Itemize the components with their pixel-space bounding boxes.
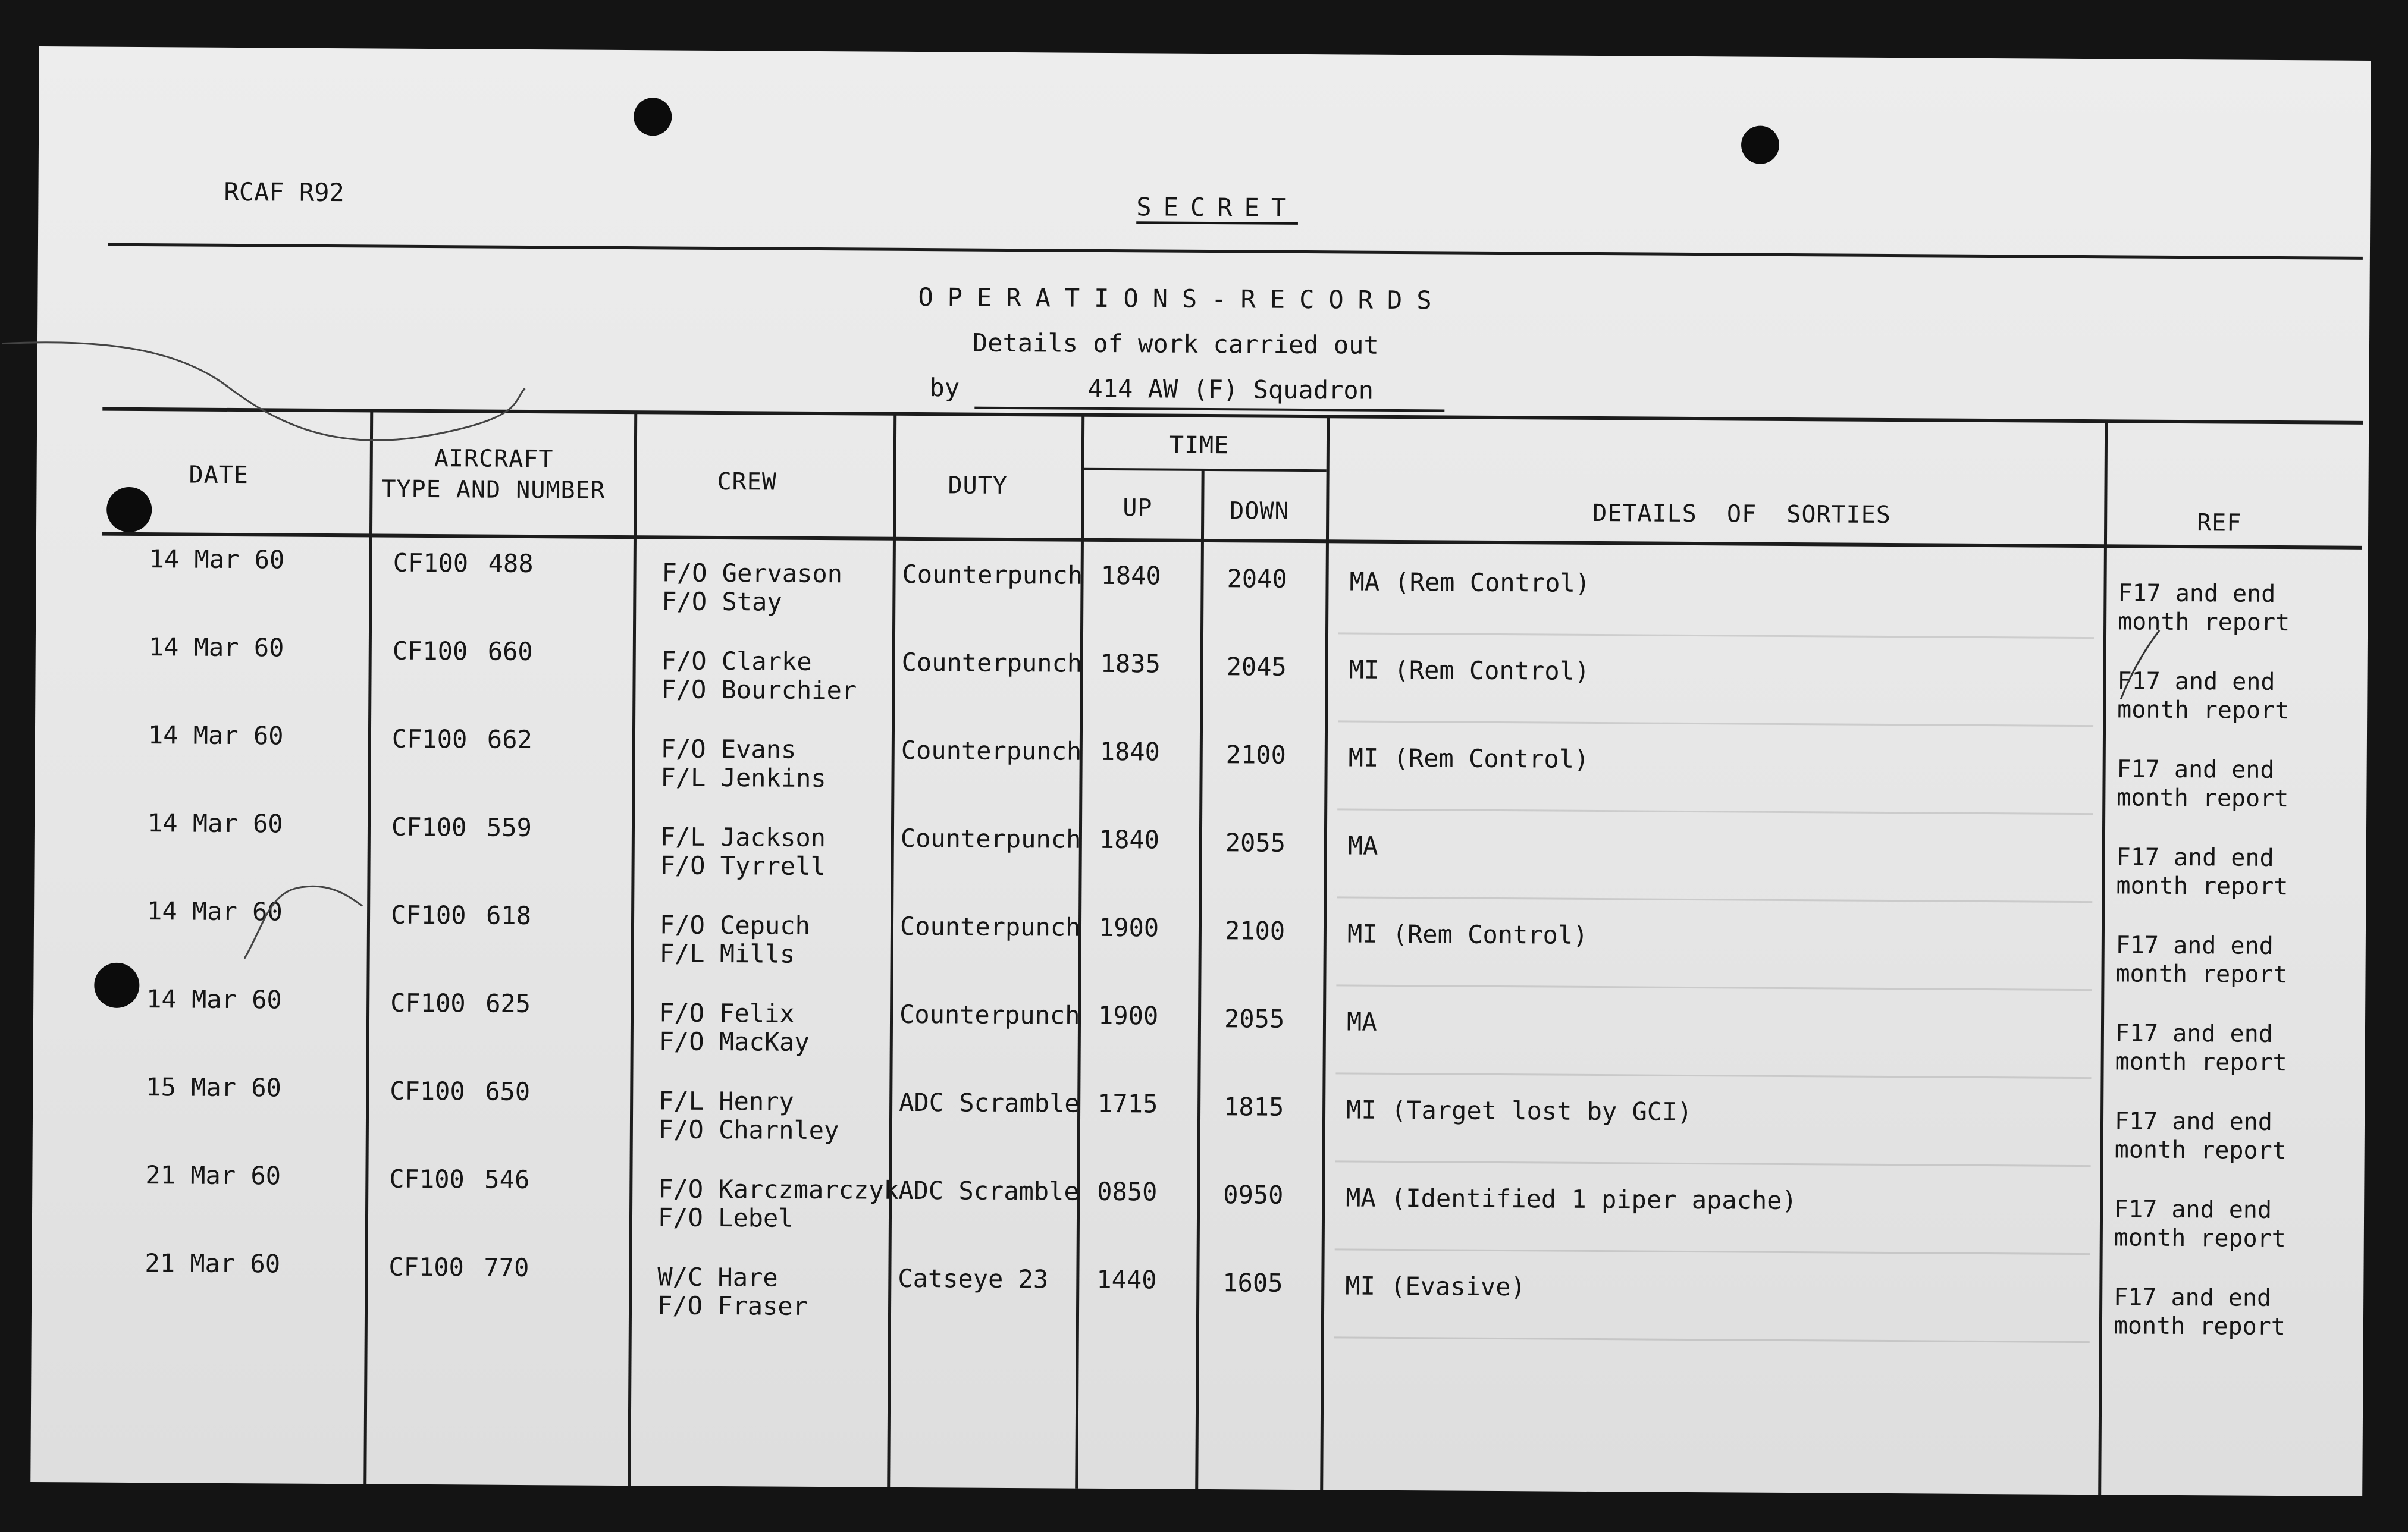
- row-ref: F17 and end month report: [2114, 1107, 2287, 1165]
- sortie-row: [32, 1248, 2364, 1350]
- row-date: 14 Mar 60: [148, 632, 284, 663]
- header-up: UP: [1123, 494, 1153, 522]
- row-time-down: 0950: [1223, 1180, 1284, 1210]
- row-faint-rule: [1336, 984, 2092, 991]
- classification-label: SECRET: [1136, 192, 1299, 222]
- row-sortie-details: MA (Rem Control): [1349, 567, 1591, 598]
- pen-stroke-top: [1, 332, 537, 454]
- document-subtitle: Details of work carried out: [972, 328, 1379, 360]
- row-crew-secondary: F/L Mills: [659, 938, 795, 969]
- row-aircraft-type: CF100: [389, 1164, 465, 1194]
- row-duty: Counterpunch: [902, 559, 1083, 590]
- row-time-up: 1715: [1098, 1088, 1158, 1119]
- row-time-down: 2040: [1227, 564, 1287, 594]
- row-time-down: 1605: [1222, 1268, 1283, 1298]
- row-time-up: 1900: [1098, 912, 1159, 943]
- header-time: TIME: [1169, 431, 1230, 460]
- header-date: DATE: [189, 461, 249, 489]
- pen-tick-ref: [2117, 630, 2165, 701]
- row-crew-primary: F/O Cepuch: [659, 910, 811, 940]
- row-time-up: 1900: [1098, 1000, 1159, 1031]
- row-ref: F17 and end month report: [2115, 1019, 2287, 1077]
- row-faint-rule: [1338, 720, 2093, 727]
- row-date: 21 Mar 60: [145, 1248, 281, 1279]
- row-time-up: 1440: [1096, 1264, 1157, 1295]
- row-crew-secondary: F/O Stay: [661, 586, 782, 617]
- header-ref: REF: [2197, 509, 2242, 537]
- row-sortie-details: MA (Identified 1 piper apache): [1346, 1183, 1797, 1216]
- row-crew-primary: F/O Clarke: [661, 646, 812, 676]
- row-ref: F17 and end month report: [2118, 579, 2290, 637]
- row-aircraft-type: CF100: [391, 812, 467, 842]
- row-time-up: 1840: [1099, 824, 1160, 855]
- row-aircraft-number: 662: [487, 724, 532, 755]
- squadron-name: 414 AW (F) Squadron: [1087, 373, 1374, 405]
- row-aircraft-number: 559: [486, 812, 532, 843]
- row-time-down: 2055: [1224, 1004, 1285, 1034]
- row-time-up: 0850: [1097, 1176, 1158, 1207]
- header-crew: CREW: [717, 467, 777, 496]
- row-faint-rule: [1335, 1072, 2091, 1079]
- row-ref: F17 and end month report: [2115, 931, 2288, 989]
- row-sortie-details: MA: [1346, 1007, 1377, 1037]
- row-faint-rule: [1335, 1248, 2090, 1255]
- row-date: 14 Mar 60: [146, 896, 283, 927]
- row-duty: Counterpunch: [899, 999, 1080, 1030]
- row-time-down: 2055: [1225, 828, 1286, 858]
- row-aircraft-number: 546: [484, 1164, 530, 1195]
- row-duty: Counterpunch: [899, 911, 1081, 942]
- row-crew-primary: W/C Hare: [657, 1262, 778, 1292]
- row-duty: Counterpunch: [900, 823, 1081, 854]
- punch-hole-left-upper: [106, 487, 152, 532]
- row-aircraft-number: 618: [485, 900, 532, 931]
- row-aircraft-number: 650: [485, 1076, 531, 1107]
- row-aircraft-number: 770: [484, 1252, 529, 1283]
- document-title: OPERATIONS-RECORDS: [918, 282, 1446, 315]
- sortie-row: [33, 896, 2366, 998]
- punch-hole-top-left: [634, 98, 672, 136]
- row-time-up: 1840: [1100, 560, 1161, 591]
- row-aircraft-number: 625: [485, 988, 531, 1019]
- row-aircraft-type: CF100: [388, 1252, 465, 1282]
- row-duty: ADC Scramble: [898, 1175, 1079, 1206]
- row-sortie-details: MA: [1347, 831, 1378, 861]
- header-rule: [108, 243, 2363, 260]
- row-date: 14 Mar 60: [147, 808, 283, 839]
- row-duty: ADC Scramble: [899, 1087, 1080, 1118]
- row-time-down: 1815: [1223, 1092, 1284, 1122]
- squadron-underline: [974, 407, 1444, 412]
- row-crew-secondary: F/O Tyrrell: [660, 850, 826, 881]
- sortie-row: [35, 720, 2367, 822]
- row-aircraft-number: 660: [487, 636, 533, 667]
- by-label: by: [929, 373, 960, 403]
- sortie-row: [32, 1160, 2365, 1262]
- header-down: DOWN: [1230, 497, 1290, 525]
- row-crew-secondary: F/O Bourchier: [661, 674, 857, 705]
- row-aircraft-type: CF100: [390, 900, 466, 930]
- row-aircraft-type: CF100: [393, 548, 469, 578]
- row-sortie-details: MI (Rem Control): [1348, 743, 1589, 774]
- row-ref: F17 and end month report: [2114, 1195, 2286, 1253]
- row-ref: F17 and end month report: [2113, 1283, 2286, 1341]
- row-crew-secondary: F/O Lebel: [657, 1203, 794, 1233]
- row-aircraft-type: CF100: [390, 988, 466, 1018]
- row-crew-secondary: F/L Jenkins: [660, 762, 826, 793]
- row-crew-primary: F/O Karczmarczyk: [658, 1174, 899, 1205]
- row-sortie-details: MI (Rem Control): [1347, 919, 1588, 950]
- header-details: DETAILS OF SORTIES: [1592, 499, 1892, 529]
- header-aircraft-line1: AIRCRAFT: [434, 445, 554, 473]
- pen-stroke-middle: [244, 881, 364, 965]
- row-crew-secondary: F/O Charnley: [658, 1115, 839, 1145]
- row-date: 21 Mar 60: [145, 1160, 281, 1191]
- record-sheet: [30, 46, 2371, 1496]
- header-duty: DUTY: [948, 472, 1008, 500]
- sortie-row: [34, 808, 2366, 910]
- row-faint-rule: [1334, 1336, 2090, 1343]
- row-date: 14 Mar 60: [146, 984, 282, 1015]
- header-aircraft-line2: TYPE AND NUMBER: [381, 475, 606, 504]
- row-date: 15 Mar 60: [146, 1072, 282, 1103]
- sortie-row: [33, 984, 2365, 1086]
- row-ref: F17 and end month report: [2117, 755, 2289, 813]
- row-time-down: 2100: [1225, 740, 1287, 770]
- sortie-row: [35, 632, 2368, 734]
- row-sortie-details: MI (Rem Control): [1349, 655, 1590, 686]
- sortie-row: [36, 544, 2368, 646]
- row-date: 14 Mar 60: [149, 544, 285, 574]
- row-aircraft-type: CF100: [390, 1076, 465, 1106]
- row-time-up: 1840: [1099, 736, 1161, 767]
- row-duty: Counterpunch: [901, 647, 1083, 678]
- row-time-down: 2100: [1224, 916, 1285, 946]
- row-crew-primary: F/O Felix: [659, 998, 795, 1028]
- form-code: RCAF R92: [224, 177, 344, 208]
- row-duty: Counterpunch: [901, 735, 1082, 766]
- sortie-row: [33, 1072, 2365, 1174]
- row-duty: Catseye 23: [898, 1263, 1049, 1294]
- row-sortie-details: MI (Target lost by GCI): [1346, 1095, 1692, 1127]
- row-time-up: 1835: [1100, 648, 1161, 679]
- row-faint-rule: [1338, 632, 2094, 639]
- row-crew-primary: F/L Henry: [659, 1086, 794, 1116]
- row-ref: F17 and end month report: [2116, 843, 2288, 901]
- row-faint-rule: [1337, 808, 2093, 815]
- row-crew-primary: F/O Gervason: [661, 558, 843, 589]
- row-aircraft-type: CF100: [391, 724, 468, 754]
- row-time-down: 2045: [1226, 652, 1287, 682]
- row-aircraft-type: CF100: [392, 636, 468, 666]
- punch-hole-top-right: [1741, 125, 1779, 164]
- row-aircraft-number: 488: [488, 548, 534, 579]
- row-faint-rule: [1335, 1160, 2091, 1167]
- row-faint-rule: [1337, 896, 2092, 903]
- row-sortie-details: MI (Evasive): [1345, 1271, 1526, 1302]
- row-crew-primary: F/L Jackson: [660, 822, 826, 853]
- row-crew-primary: F/O Evans: [660, 734, 797, 764]
- row-ref: F17 and end month report: [2117, 667, 2290, 725]
- row-date: 14 Mar 60: [148, 720, 284, 751]
- row-crew-secondary: F/O MacKay: [659, 1026, 810, 1057]
- row-crew-secondary: F/O Fraser: [657, 1291, 808, 1321]
